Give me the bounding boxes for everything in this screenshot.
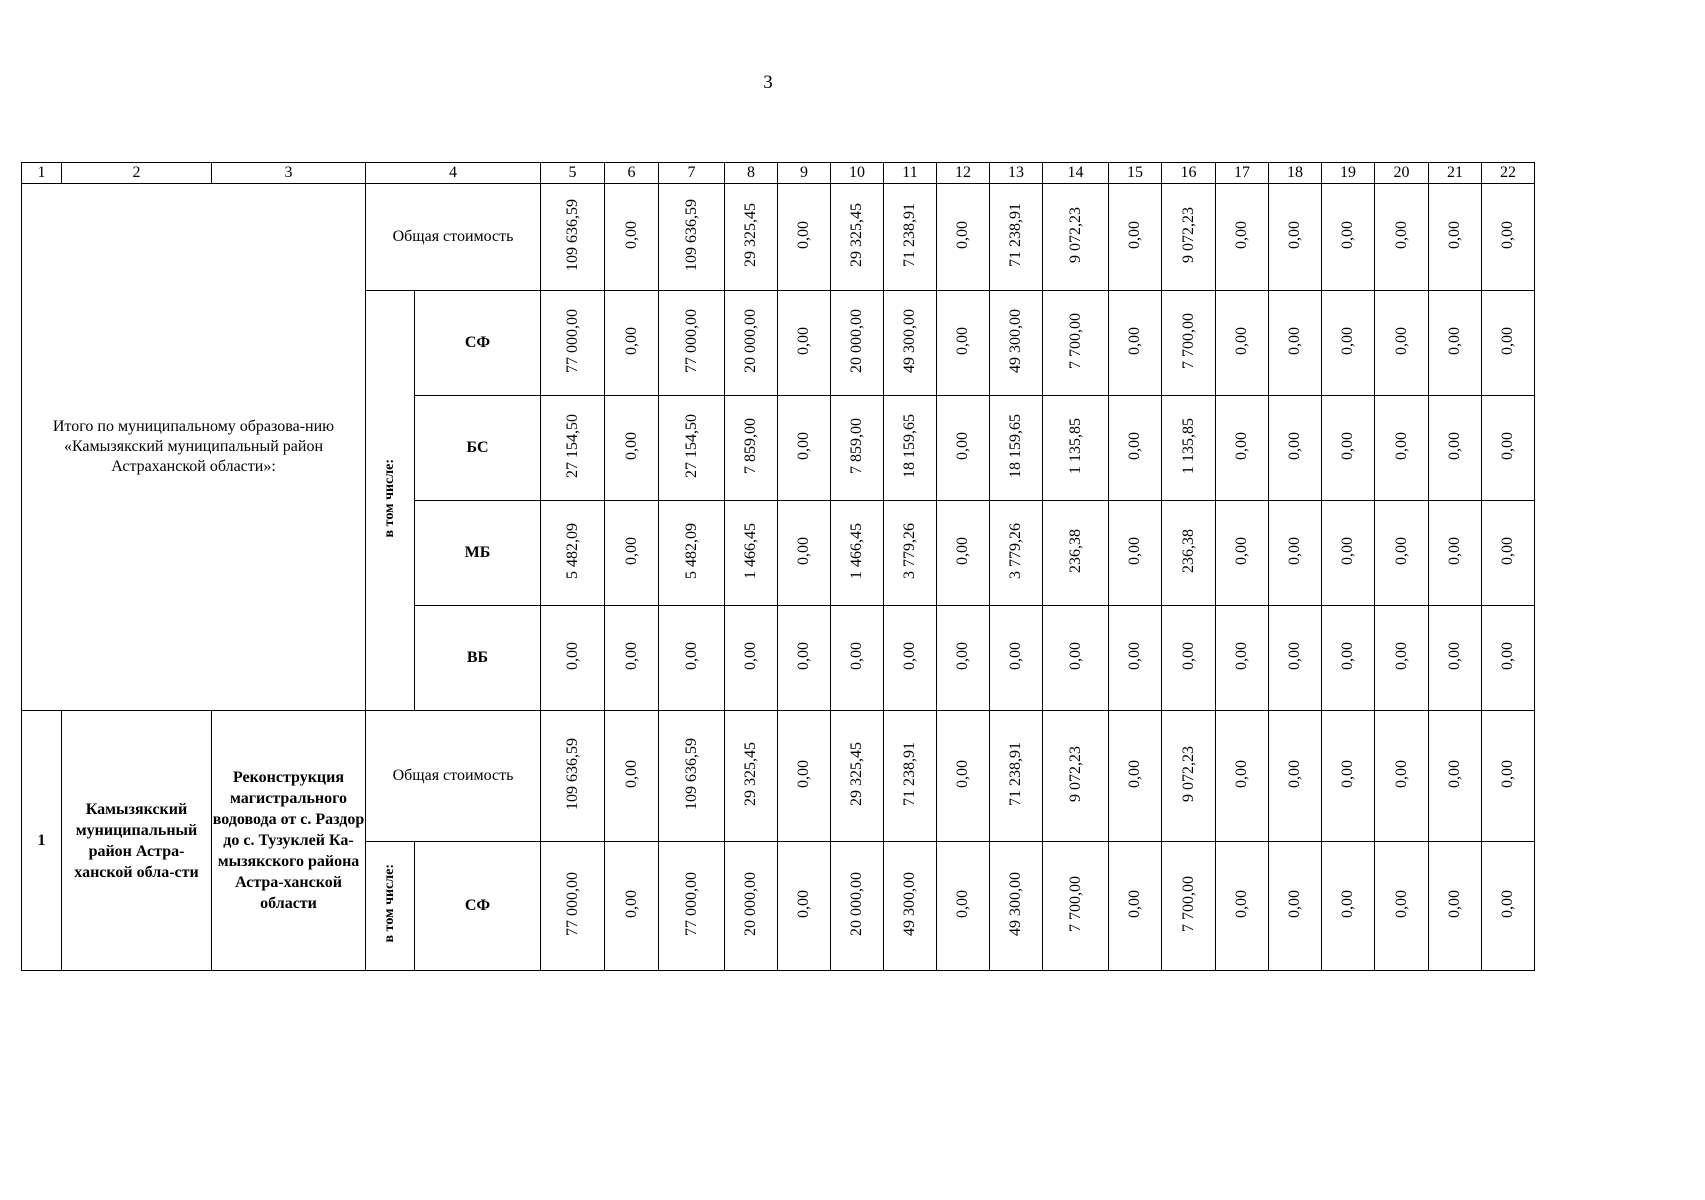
value-cell — [605, 396, 659, 501]
cell-value: 0,00 — [563, 641, 581, 670]
column-number-cell: 4 — [366, 163, 541, 184]
cell-value: 0,00 — [1499, 536, 1516, 565]
column-number-cell: 12 — [937, 163, 990, 184]
object-row — [22, 711, 1590, 842]
value-cell — [725, 184, 778, 291]
cell-value: 0,00 — [682, 641, 700, 670]
value-cell — [990, 396, 1043, 501]
cell-value: 0,00 — [1446, 889, 1463, 918]
column-number-cell: 15 — [1109, 163, 1162, 184]
value-cell — [1216, 606, 1269, 711]
cell-value: 71 238,91 — [901, 741, 918, 806]
value-cell — [1162, 396, 1216, 501]
cell-value: 0,00 — [954, 536, 971, 565]
value-cell — [1322, 291, 1375, 396]
column-number-cell: 2 — [62, 163, 212, 184]
value-cell — [831, 291, 884, 396]
value-cell — [725, 842, 778, 971]
cell-value: 109 636,59 — [563, 198, 581, 271]
value-cell — [778, 842, 831, 971]
value-cell — [1043, 842, 1109, 971]
value-cell — [605, 842, 659, 971]
cell-value: 0,00 — [954, 759, 971, 788]
cell-value: 0,00 — [1339, 220, 1356, 249]
cell-value: 236,38 — [1066, 528, 1084, 573]
cell-value: 0,00 — [1126, 431, 1143, 460]
funding-source-label: СФ — [415, 291, 541, 396]
value-cell — [778, 396, 831, 501]
cell-value: 0,00 — [1233, 641, 1250, 670]
value-cell — [1162, 291, 1216, 396]
value-cell — [1109, 291, 1162, 396]
cell-value: 7 700,00 — [1066, 312, 1084, 369]
cell-value: 5 482,09 — [563, 522, 581, 579]
cell-value: 0,00 — [848, 641, 865, 670]
value-cell — [1216, 396, 1269, 501]
total-cost-label: Общая стоимость — [366, 184, 541, 291]
cell-value: 77 000,00 — [682, 308, 700, 373]
value-cell — [1216, 291, 1269, 396]
cell-value: 0,00 — [1446, 759, 1463, 788]
cell-value: 77 000,00 — [682, 871, 700, 936]
cell-value: 0,00 — [1392, 431, 1410, 460]
cell-value: 0,00 — [1499, 220, 1516, 249]
value-cell — [1162, 606, 1216, 711]
cell-value: 5 482,09 — [682, 522, 700, 579]
value-cell — [1482, 291, 1535, 396]
cell-value: 0,00 — [795, 326, 812, 355]
value-cell — [1482, 396, 1535, 501]
value-cell — [1322, 501, 1375, 606]
municipality-name: Камызякский муниципальный район Астра-ханской обла-сти — [62, 711, 212, 971]
cell-value: 0,00 — [954, 641, 971, 670]
value-cell — [1269, 606, 1322, 711]
cell-value: 49 300,00 — [901, 308, 918, 373]
cell-value: 7 700,00 — [1179, 875, 1197, 932]
value-cell — [1322, 711, 1375, 842]
value-cell — [990, 184, 1043, 291]
cell-value: 0,00 — [1286, 536, 1303, 565]
value-cell — [605, 711, 659, 842]
cell-value: 7 700,00 — [1066, 875, 1084, 932]
value-cell — [1482, 711, 1535, 842]
value-cell — [937, 606, 990, 711]
cell-value: 0,00 — [1339, 326, 1356, 355]
cell-value: 0,00 — [622, 641, 640, 670]
object-name: Реконструкция магистрального водовода от с. Раздор до с. Тузуклей Ка-мызякского района Астра-ханской области — [212, 711, 366, 971]
cell-value: 0,00 — [901, 641, 918, 670]
value-cell — [1375, 606, 1429, 711]
column-number-cell: 17 — [1216, 163, 1269, 184]
value-cell — [1429, 606, 1482, 711]
cell-value: 0,00 — [1339, 889, 1356, 918]
cell-value: 0,00 — [1179, 641, 1197, 670]
total-cost-label: Общая стоимость — [366, 711, 541, 842]
column-number-cell: 8 — [725, 163, 778, 184]
column-number-cell: 20 — [1375, 163, 1429, 184]
value-cell — [1216, 184, 1269, 291]
funding-source-label: МБ — [415, 501, 541, 606]
cell-value: 3 779,26 — [901, 522, 918, 579]
column-number-cell: 3 — [212, 163, 366, 184]
cell-value: 0,00 — [1286, 889, 1303, 918]
cell-value: 7 859,00 — [848, 417, 865, 474]
cell-value: 18 159,65 — [1007, 413, 1024, 478]
value-cell — [605, 291, 659, 396]
value-cell — [937, 396, 990, 501]
value-cell — [884, 711, 937, 842]
value-cell — [831, 396, 884, 501]
summary-row — [22, 184, 1590, 291]
cell-value: 0,00 — [622, 889, 640, 918]
cell-value: 7 700,00 — [1179, 312, 1197, 369]
cell-value: 0,00 — [1339, 641, 1356, 670]
cell-value: 0,00 — [1007, 641, 1024, 670]
value-cell — [725, 396, 778, 501]
cell-value: 49 300,00 — [901, 871, 918, 936]
cell-value: 0,00 — [622, 220, 640, 249]
value-cell — [1269, 711, 1322, 842]
cell-value: 29 325,45 — [848, 741, 865, 806]
cell-value: 9 072,23 — [1179, 745, 1197, 802]
cell-value: 236,38 — [1179, 528, 1197, 573]
value-cell — [990, 711, 1043, 842]
budget-table — [21, 162, 1590, 971]
cell-value: 0,00 — [1286, 220, 1303, 249]
cell-value: 0,00 — [1499, 641, 1516, 670]
cell-value: 0,00 — [954, 889, 971, 918]
value-cell — [884, 842, 937, 971]
value-cell — [1429, 501, 1482, 606]
cell-value: 0,00 — [795, 889, 812, 918]
cell-value: 109 636,59 — [563, 737, 581, 810]
cell-value: 0,00 — [1392, 641, 1410, 670]
value-cell — [1269, 396, 1322, 501]
value-cell — [937, 184, 990, 291]
cell-value: 7 859,00 — [742, 417, 759, 474]
value-cell — [1109, 184, 1162, 291]
value-cell — [1482, 842, 1535, 971]
value-cell — [541, 396, 605, 501]
cell-value: 0,00 — [1126, 536, 1143, 565]
cell-value: 0,00 — [1126, 220, 1143, 249]
cell-value: 0,00 — [1392, 220, 1410, 249]
cell-value: 9 072,23 — [1066, 206, 1084, 263]
value-cell — [725, 711, 778, 842]
value-cell — [1162, 184, 1216, 291]
cell-value: 0,00 — [1499, 326, 1516, 355]
column-number-cell: 19 — [1322, 163, 1375, 184]
page-number: 3 — [763, 72, 773, 93]
value-cell — [778, 291, 831, 396]
value-cell — [937, 501, 990, 606]
cell-value: 0,00 — [622, 536, 640, 565]
cell-value: 29 325,45 — [742, 202, 759, 267]
value-cell — [659, 184, 725, 291]
cell-value: 0,00 — [1286, 326, 1303, 355]
cell-value: 0,00 — [1339, 759, 1356, 788]
cell-value: 109 636,59 — [682, 198, 700, 271]
value-cell — [1429, 842, 1482, 971]
column-number-cell: 6 — [605, 163, 659, 184]
value-cell — [831, 184, 884, 291]
cell-value: 0,00 — [1066, 641, 1084, 670]
cell-value: 0,00 — [795, 641, 812, 670]
value-cell — [1322, 396, 1375, 501]
value-cell — [990, 606, 1043, 711]
cell-value: 0,00 — [1392, 326, 1410, 355]
value-cell — [541, 606, 605, 711]
column-number-cell: 22 — [1482, 163, 1535, 184]
value-cell — [1216, 501, 1269, 606]
value-cell — [937, 842, 990, 971]
value-cell — [778, 606, 831, 711]
cell-value: 0,00 — [1446, 536, 1463, 565]
value-cell — [1109, 396, 1162, 501]
cell-value: 0,00 — [1446, 641, 1463, 670]
value-cell — [990, 501, 1043, 606]
cell-value: 20 000,00 — [742, 871, 759, 936]
cell-value: 0,00 — [1286, 759, 1303, 788]
cell-value: 0,00 — [1339, 536, 1356, 565]
value-cell — [1162, 842, 1216, 971]
cell-value: 9 072,23 — [1179, 206, 1197, 263]
cell-value: 0,00 — [1233, 889, 1250, 918]
cell-value: 0,00 — [1126, 759, 1143, 788]
value-cell — [659, 606, 725, 711]
value-cell — [1109, 842, 1162, 971]
value-cell — [605, 184, 659, 291]
value-cell — [1429, 291, 1482, 396]
column-number-cell: 9 — [778, 163, 831, 184]
cell-value: 0,00 — [622, 431, 640, 460]
cell-value: 3 779,26 — [1007, 522, 1024, 579]
value-cell — [1322, 184, 1375, 291]
value-cell — [1109, 501, 1162, 606]
cell-value: 0,00 — [795, 220, 812, 249]
cell-value: 0,00 — [622, 326, 640, 355]
cell-value: 29 325,45 — [848, 202, 865, 267]
cell-value: 0,00 — [1126, 641, 1143, 670]
value-cell — [1043, 606, 1109, 711]
cell-value: 27 154,50 — [682, 413, 700, 478]
funding-source-label: ВБ — [415, 606, 541, 711]
value-cell — [831, 711, 884, 842]
value-cell — [1429, 184, 1482, 291]
object-number: 1 — [22, 711, 62, 971]
value-cell — [1269, 501, 1322, 606]
value-cell — [1269, 291, 1322, 396]
value-cell — [725, 606, 778, 711]
cell-value: 0,00 — [1499, 759, 1516, 788]
cell-value: 0,00 — [1233, 220, 1250, 249]
value-cell — [659, 842, 725, 971]
value-cell — [541, 711, 605, 842]
column-number-cell: 11 — [884, 163, 937, 184]
value-cell — [725, 501, 778, 606]
value-cell — [831, 842, 884, 971]
column-number-cell: 13 — [990, 163, 1043, 184]
value-cell — [990, 842, 1043, 971]
cell-value: 0,00 — [1286, 641, 1303, 670]
cell-value: 20 000,00 — [848, 308, 865, 373]
summary-label: Итого по муниципальному образова-нию «Камызякский муниципальный район Астраханской области»: — [22, 184, 366, 711]
in-number-label: в том числе: — [382, 458, 397, 538]
cell-value: 0,00 — [1392, 889, 1410, 918]
value-cell — [659, 396, 725, 501]
value-cell — [725, 291, 778, 396]
cell-value: 0,00 — [742, 641, 759, 670]
column-number-cell: 21 — [1429, 163, 1482, 184]
value-cell — [659, 291, 725, 396]
value-cell — [884, 184, 937, 291]
cell-value: 0,00 — [1233, 326, 1250, 355]
value-cell — [1375, 291, 1429, 396]
column-number-cell: 5 — [541, 163, 605, 184]
value-cell — [541, 184, 605, 291]
cell-value: 71 238,91 — [1007, 741, 1024, 806]
value-cell — [831, 606, 884, 711]
value-cell — [1043, 291, 1109, 396]
cell-value: 0,00 — [795, 431, 812, 460]
value-cell — [1375, 711, 1429, 842]
cell-value: 0,00 — [795, 759, 812, 788]
value-cell — [1269, 184, 1322, 291]
cell-value: 0,00 — [954, 220, 971, 249]
cell-value: 0,00 — [1392, 536, 1410, 565]
cell-value: 0,00 — [795, 536, 812, 565]
column-number-cell: 14 — [1043, 163, 1109, 184]
value-cell — [1043, 711, 1109, 842]
cell-value: 71 238,91 — [901, 202, 918, 267]
cell-value: 0,00 — [1392, 759, 1410, 788]
cell-value: 20 000,00 — [742, 308, 759, 373]
cell-value: 0,00 — [1233, 431, 1250, 460]
column-number-cell: 10 — [831, 163, 884, 184]
value-cell — [659, 501, 725, 606]
funding-source-label: БС — [415, 396, 541, 501]
cell-value: 0,00 — [954, 431, 971, 460]
cell-value: 29 325,45 — [742, 741, 759, 806]
cell-value: 0,00 — [1499, 431, 1516, 460]
value-cell — [541, 842, 605, 971]
value-cell — [1375, 501, 1429, 606]
value-cell — [1216, 842, 1269, 971]
value-cell — [1322, 606, 1375, 711]
value-cell — [1109, 711, 1162, 842]
value-cell — [541, 291, 605, 396]
cell-value: 1 135,85 — [1066, 417, 1084, 474]
cell-value: 77 000,00 — [563, 871, 581, 936]
value-cell — [778, 501, 831, 606]
cell-value: 0,00 — [1446, 326, 1463, 355]
value-cell — [1162, 501, 1216, 606]
cell-value: 0,00 — [1339, 431, 1356, 460]
cell-value: 0,00 — [1499, 889, 1516, 918]
value-cell — [884, 501, 937, 606]
value-cell — [884, 396, 937, 501]
cell-value: 0,00 — [1126, 889, 1143, 918]
value-cell — [884, 291, 937, 396]
value-cell — [1429, 396, 1482, 501]
in-number-cell — [366, 291, 415, 711]
cell-value: 49 300,00 — [1007, 871, 1024, 936]
cell-value: 77 000,00 — [563, 308, 581, 373]
value-cell — [884, 606, 937, 711]
value-cell — [1429, 711, 1482, 842]
cell-value: 71 238,91 — [1007, 202, 1024, 267]
value-cell — [1375, 396, 1429, 501]
value-cell — [1269, 842, 1322, 971]
value-cell — [778, 711, 831, 842]
value-cell — [1482, 606, 1535, 711]
value-cell — [1482, 501, 1535, 606]
value-cell — [1162, 711, 1216, 842]
column-number-cell: 18 — [1269, 163, 1322, 184]
value-cell — [659, 711, 725, 842]
value-cell — [1322, 842, 1375, 971]
value-cell — [1109, 606, 1162, 711]
value-cell — [937, 291, 990, 396]
cell-value: 20 000,00 — [848, 871, 865, 936]
cell-value: 0,00 — [954, 326, 971, 355]
in-number-cell — [366, 842, 415, 971]
in-number-label: в том числе: — [382, 864, 397, 943]
column-number-cell: 16 — [1162, 163, 1216, 184]
column-number-cell: 1 — [22, 163, 62, 184]
cell-value: 0,00 — [1286, 431, 1303, 460]
value-cell — [831, 501, 884, 606]
column-number-row — [22, 163, 1590, 184]
value-cell — [1043, 501, 1109, 606]
value-cell — [1043, 396, 1109, 501]
cell-value: 18 159,65 — [901, 413, 918, 478]
cell-value: 0,00 — [1233, 536, 1250, 565]
value-cell — [778, 184, 831, 291]
value-cell — [1375, 842, 1429, 971]
cell-value: 0,00 — [1446, 220, 1463, 249]
cell-value: 0,00 — [1126, 326, 1143, 355]
cell-value: 1 466,45 — [742, 522, 759, 579]
funding-source-label: СФ — [415, 842, 541, 971]
value-cell — [605, 501, 659, 606]
cell-value: 0,00 — [622, 759, 640, 788]
cell-value: 27 154,50 — [563, 413, 581, 478]
value-cell — [1216, 711, 1269, 842]
value-cell — [1043, 184, 1109, 291]
cell-value: 49 300,00 — [1007, 308, 1024, 373]
value-cell — [937, 711, 990, 842]
cell-value: 0,00 — [1446, 431, 1463, 460]
cell-value: 1 135,85 — [1179, 417, 1197, 474]
column-number-cell: 7 — [659, 163, 725, 184]
cell-value: 9 072,23 — [1066, 745, 1084, 802]
value-cell — [990, 291, 1043, 396]
cell-value: 1 466,45 — [848, 522, 865, 579]
cell-value: 109 636,59 — [682, 737, 700, 810]
value-cell — [1482, 184, 1535, 291]
value-cell — [541, 501, 605, 606]
value-cell — [1375, 184, 1429, 291]
value-cell — [605, 606, 659, 711]
cell-value: 0,00 — [1233, 759, 1250, 788]
